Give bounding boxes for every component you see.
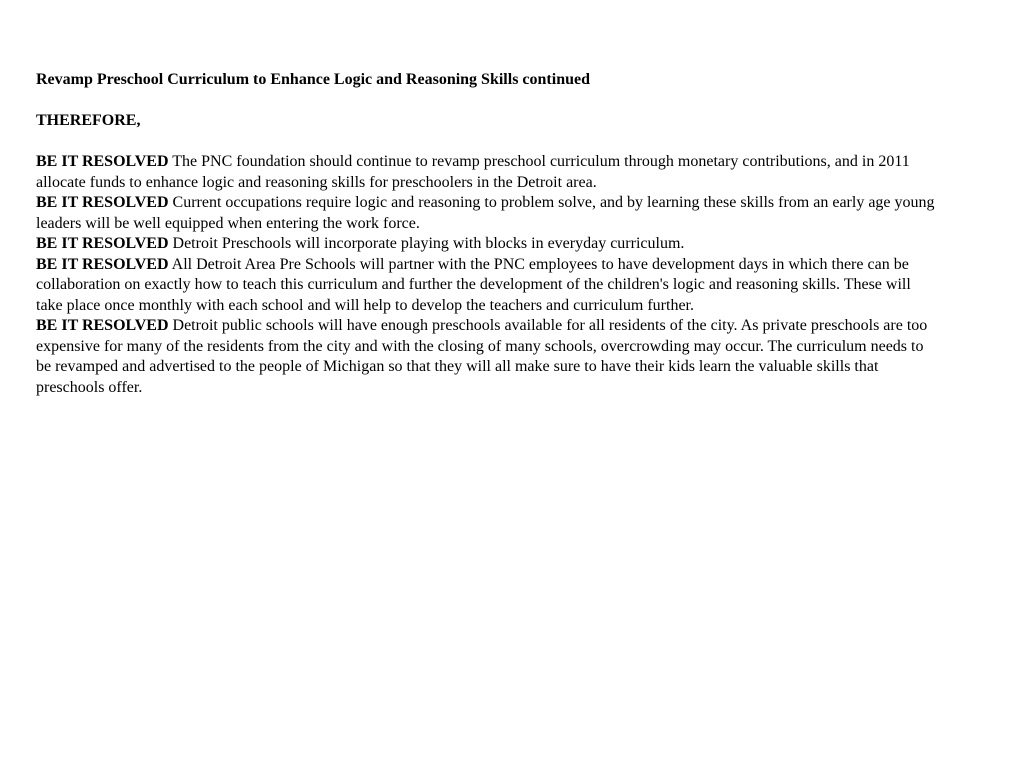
- resolution-lead: BE IT RESOLVED: [36, 194, 169, 211]
- resolution-item: [36, 152, 936, 193]
- resolution-text: Detroit Preschools will incorporate playing with blocks in everyday curriculum.: [172, 235, 685, 252]
- resolution-lead: BE IT RESOLVED: [36, 317, 169, 334]
- resolution-item: [36, 316, 936, 398]
- document-body: [36, 70, 936, 398]
- resolution-text: The PNC foundation should continue to revamp preschool curriculum through monetary contributions, and in 2011 allocate funds to enhance logic and reasoning skills for preschoolers in the Detroit area.: [36, 153, 910, 191]
- resolution-item: [36, 255, 936, 317]
- resolution-item: [36, 234, 936, 255]
- resolution-text: All Detroit Area Pre Schools will partner with the PNC employees to have development days in which there can be collaboration on exactly how to teach this curriculum and further the development of the children's logic and reasoning skills. These will take place once monthly with each school and will help to develop the teachers and curriculum further.: [36, 255, 911, 314]
- resolution-text: Detroit public schools will have enough preschools available for all residents of the city. As private preschools are too expensive for many of the residents from the city and with the closing of many schools, overcrowding may occur. The curriculum needs to be revamped and advertised to the people of Michigan so that they will all make sure to have their kids learn the valuable skills that preschools offer.: [36, 317, 928, 396]
- resolution-item: [36, 193, 936, 234]
- therefore-heading: THEREFORE,: [36, 112, 141, 129]
- resolution-lead: BE IT RESOLVED: [36, 235, 169, 252]
- resolution-text: Current occupations require logic and reasoning to problem solve, and by learning these skills from an early age young leaders will be well equipped when entering the work force.: [36, 194, 935, 232]
- resolution-lead: BE IT RESOLVED: [36, 153, 169, 170]
- resolution-lead: BE IT RESOLVED: [36, 255, 169, 273]
- resolutions-list: [36, 152, 936, 398]
- document-title: Revamp Preschool Curriculum to Enhance Logic and Reasoning Skills continued: [36, 71, 590, 88]
